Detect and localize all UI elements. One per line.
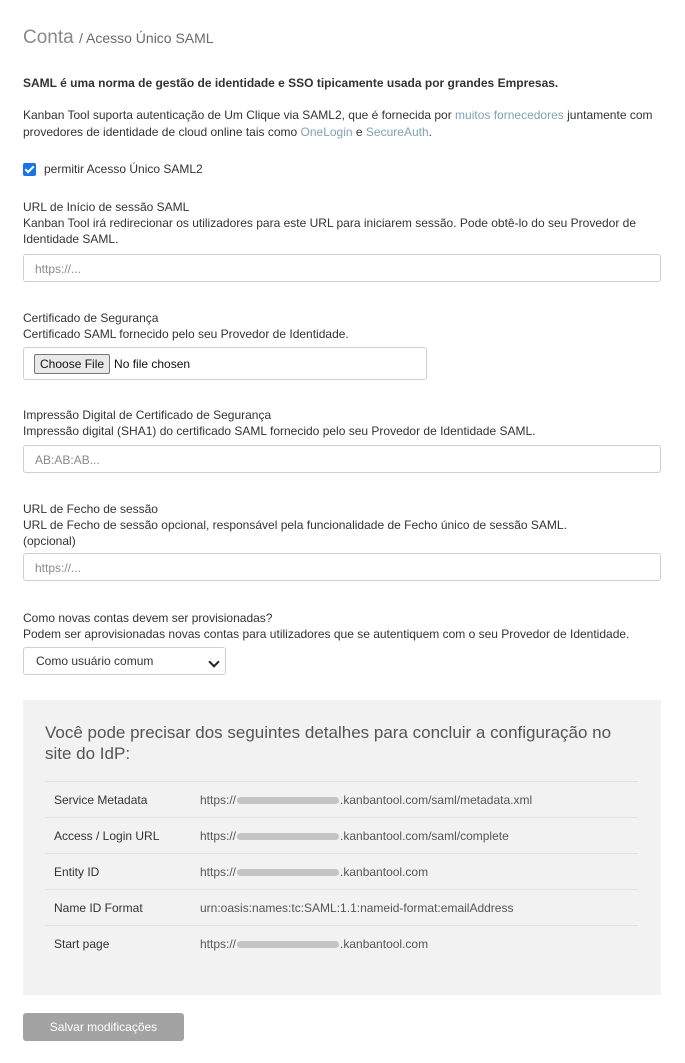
table-row <box>45 781 638 817</box>
redacted-subdomain <box>237 869 339 876</box>
detail-key: Start page <box>54 937 110 951</box>
login-url-label: URL de Início de sessão SAML <box>23 200 190 214</box>
detail-value-prefix: https:// <box>200 829 237 843</box>
table-row <box>45 925 638 961</box>
login-url-input[interactable]: https://... <box>23 254 661 282</box>
detail-value-suffix: .kanbantool.com <box>340 865 429 879</box>
intro-text-4: . <box>428 125 432 139</box>
fingerprint-label: Impressão Digital de Certificado de Segurança <box>23 408 272 422</box>
certificate-label-block <box>23 310 661 342</box>
table-row <box>45 817 638 853</box>
enable-saml-label[interactable]: permitir Acesso Único SAML2 <box>44 162 203 176</box>
table-row <box>45 889 638 925</box>
detail-value-prefix: https:// <box>200 937 237 951</box>
login-url-label-block <box>23 199 661 247</box>
detail-value-prefix: https:// <box>200 793 237 807</box>
detail-value[interactable] <box>200 865 428 879</box>
detail-value[interactable] <box>200 937 428 951</box>
detail-key: Entity ID <box>54 865 100 879</box>
provision-selected-value: Como usuário comum <box>36 654 154 668</box>
breadcrumb-current: / Acesso Único SAML <box>78 30 214 46</box>
login-url-help: Kanban Tool irá redirecionar os utilizadores para este URL para iniciarem sessão. Pode obtê-lo do seu Provedor de Identidade SAML. <box>23 216 637 246</box>
secureauth-link[interactable]: SecureAuth <box>365 125 429 139</box>
page-title <box>23 27 214 49</box>
intro-text-3: e <box>352 125 366 139</box>
enable-saml-checkbox[interactable] <box>23 163 36 176</box>
redacted-subdomain <box>237 833 339 840</box>
provision-label: Como novas contas devem ser provisionadas? <box>23 611 273 625</box>
logout-url-help: URL de Fecho de sessão opcional, responsável pela funcionalidade de Fecho único de sessão SAML. <box>23 518 567 532</box>
detail-value-suffix: .kanbantool.com/saml/complete <box>340 829 509 843</box>
chevron-down-icon <box>208 656 219 667</box>
certificate-file-input[interactable] <box>23 347 427 380</box>
provision-help: Podem ser aprovisionadas novas contas para utilizadores que se autentiquem com o seu Provedor de Identidade. <box>23 627 630 641</box>
breadcrumb-account[interactable]: Conta <box>23 27 74 48</box>
detail-value-suffix: .kanbantool.com <box>340 937 429 951</box>
fingerprint-help: Impressão digital (SHA1) do certificado SAML fornecido pelo seu Provedor de Identidade SAML. <box>23 424 536 438</box>
detail-key: Access / Login URL <box>54 829 160 843</box>
certificate-label: Certificado de Segurança <box>23 311 159 325</box>
logout-url-label: URL de Fecho de sessão <box>23 502 158 516</box>
fingerprint-label-block <box>23 407 661 439</box>
enable-saml-row[interactable] <box>23 162 203 176</box>
providers-link[interactable]: muitos fornecedores <box>455 108 564 122</box>
detail-value[interactable] <box>200 829 509 843</box>
idp-details-title: Você pode precisar dos seguintes detalhes para concluir a configuração no site do IdP: <box>45 723 612 763</box>
certificate-help: Certificado SAML fornecido pelo seu Provedor de Identidade. <box>23 327 349 341</box>
detail-key: Service Metadata <box>54 793 148 807</box>
choose-file-button[interactable]: Choose File <box>34 354 110 374</box>
logout-url-input[interactable]: https://... <box>23 553 661 581</box>
fingerprint-input[interactable]: AB:AB:AB... <box>23 445 661 473</box>
save-button[interactable]: Salvar modificações <box>23 1013 184 1041</box>
intro-text-1: Kanban Tool suporta autenticação de Um Clique via SAML2, que é fornecida por <box>23 108 456 122</box>
provision-select[interactable] <box>23 647 226 675</box>
detail-value-suffix: .kanbantool.com/saml/metadata.xml <box>340 793 533 807</box>
redacted-subdomain <box>237 797 339 804</box>
detail-key: Name ID Format <box>54 901 143 915</box>
detail-value-prefix: urn:oasis:names:tc:SAML:1.1:nameid-format:emailAddress <box>200 901 514 915</box>
logout-url-label-block <box>23 501 661 549</box>
intro-heading: SAML é uma norma de gestão de identidade e SSO tipicamente usada por grandes Empresas. <box>23 76 559 90</box>
onelogin-link[interactable]: OneLogin <box>300 125 353 139</box>
redacted-subdomain <box>237 941 339 948</box>
intro-text-2: juntamente com provedores de identidade de cloud online tais como <box>23 108 653 139</box>
intro-paragraph <box>23 107 653 141</box>
detail-value[interactable] <box>200 793 532 807</box>
file-status: No file chosen <box>114 356 191 371</box>
detail-value-prefix: https:// <box>200 865 237 879</box>
table-row <box>45 853 638 889</box>
detail-value[interactable] <box>200 901 513 915</box>
idp-details-panel <box>23 700 661 995</box>
provision-label-block <box>23 610 661 642</box>
logout-url-optional: (opcional) <box>23 534 76 548</box>
idp-details-table <box>45 781 638 961</box>
